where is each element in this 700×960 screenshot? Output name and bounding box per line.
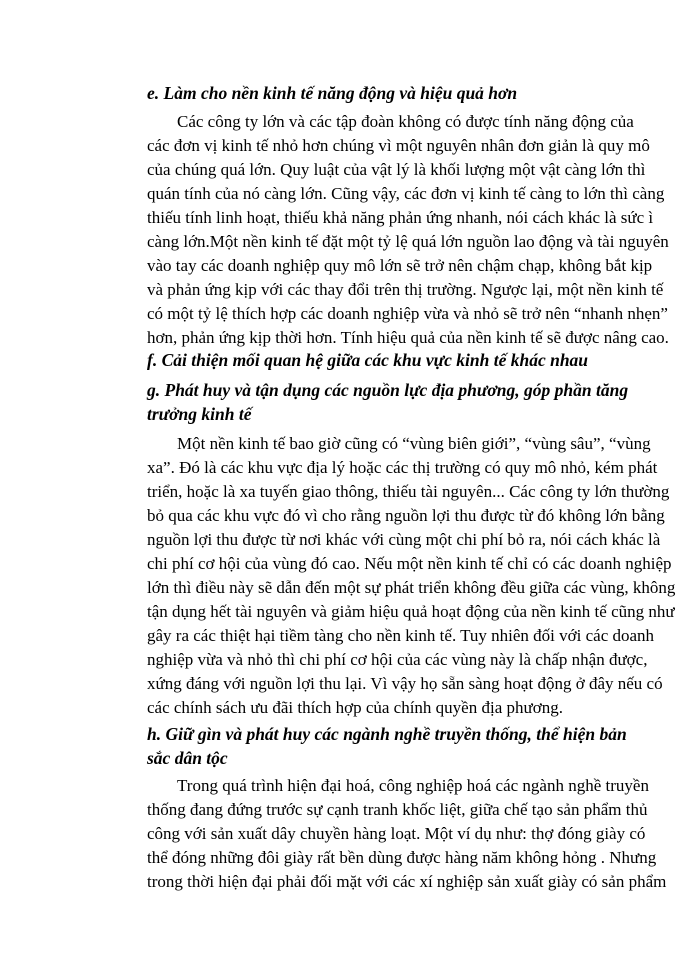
- section-e-line: có một tỷ lệ thích hợp các doanh nghiệp vừa và nhỏ sẽ trở nên “nhanh nhẹn”: [147, 304, 668, 323]
- section-g-line: nghiệp vừa và nhỏ thì chi phí cơ hội của các vùng này là chấp nhận được,: [147, 650, 648, 669]
- section-g-line: Một nền kinh tế bao giờ cũng có “vùng biên giới”, “vùng sâu”, “vùng: [177, 434, 651, 453]
- section-e-line: càng lớn.Một nền kinh tế đặt một tỷ lệ quá lớn nguồn lao động và tài nguyên: [147, 232, 669, 251]
- section-f-heading: f. Cải thiện mối quan hệ giữa các khu vực kinh tế khác nhau: [147, 350, 589, 370]
- section-h-line: trong thời hiện đại phải đối mặt với các xí nghiệp sản xuất giày có sản phẩm: [147, 872, 667, 891]
- section-e-line: vào tay các doanh nghiệp quy mô lớn sẽ trở nên chậm chạp, không bắt kịp: [147, 256, 653, 275]
- section-g-line: chi phí cơ hội của vùng đó cao. Nếu một nền kinh tế chỉ có các doanh nghiệp: [147, 554, 672, 573]
- section-e-line: hơn, phản ứng kịp thời hơn. Tính hiệu quả của nền kinh tế sẽ được nâng cao.: [147, 328, 669, 347]
- section-h-line: thống đang đứng trước sự cạnh tranh khốc liệt, giữa chế tạo sản phẩm thủ: [147, 800, 648, 819]
- section-g-line: gây ra các thiệt hại tiềm tàng cho nền kinh tế. Tuy nhiên đối với các doanh: [147, 626, 655, 645]
- section-g-line: các chính sách ưu đãi thích hợp của chính quyền địa phương.: [147, 698, 563, 717]
- section-e-line: quán tính của nó càng lớn. Cũng vậy, các đơn vị kinh tế càng to lớn thì càng: [147, 184, 665, 203]
- section-e-line: thiếu tính linh hoạt, thiếu khả năng phản ứng nhanh, nói cách khác là sức ì: [147, 208, 654, 227]
- section-h-line: thể đóng những đôi giày rất bền dùng được hàng năm không hỏng . Nhưng: [147, 848, 657, 867]
- section-e-line: các đơn vị kinh tế nhỏ hơn chúng vì một nguyên nhân đơn giản là quy mô: [147, 136, 650, 155]
- section-g-line: tận dụng hết tài nguyên và giảm hiệu quả hoạt động của nền kinh tế cũng như: [147, 602, 675, 621]
- section-h-line: công với sản xuất dây chuyền hàng loạt. Một ví dụ như: thợ đóng giày có: [147, 824, 646, 843]
- section-g-line: xa”. Đó là các khu vực địa lý hoặc các thị trường có quy mô nhỏ, kém phát: [147, 458, 658, 477]
- section-g-line: lớn thì điều này sẽ dẫn đến một sự phát triển không đều giữa các vùng, không: [147, 578, 676, 597]
- section-e-heading: e. Làm cho nền kinh tế năng động và hiệu quả hơn: [147, 83, 518, 103]
- section-e-line: và phản ứng kịp với các thay đổi trên thị trường. Ngược lại, một nền kinh tế: [147, 280, 664, 299]
- section-h-heading: h. Giữ gìn và phát huy các ngành nghề truyền thống, thể hiện bản: [147, 724, 627, 744]
- section-e-line: Các công ty lớn và các tập đoàn không có được tính năng động của: [177, 112, 634, 131]
- section-h-heading: sắc dân tộc: [147, 748, 228, 768]
- section-g-line: bỏ qua các khu vực đó vì cho rằng nguồn lợi thu được từ đó không lớn bằng: [147, 506, 665, 525]
- section-h-line: Trong quá trình hiện đại hoá, công nghiệp hoá các ngành nghề truyền: [177, 776, 649, 795]
- section-g-line: nguồn lợi thu được từ nơi khác với cùng một chi phí bỏ ra, nói cách khác là: [147, 530, 661, 549]
- section-g-line: xứng đáng với nguồn lợi thu lại. Vì vậy họ sẵn sàng hoạt động ở đây nếu có: [147, 674, 663, 693]
- section-g-heading: g. Phát huy và tận dụng các nguồn lực địa phương, góp phần tăng: [147, 380, 629, 400]
- section-g-line: triển, hoặc là xa tuyến giao thông, thiếu tài nguyên... Các công ty lớn thường: [147, 482, 670, 501]
- section-g-heading: trưởng kinh tế: [147, 404, 252, 424]
- section-e-line: của chúng quá lớn. Quy luật của vật lý là khối lượng một vật càng lớn thì: [147, 160, 646, 179]
